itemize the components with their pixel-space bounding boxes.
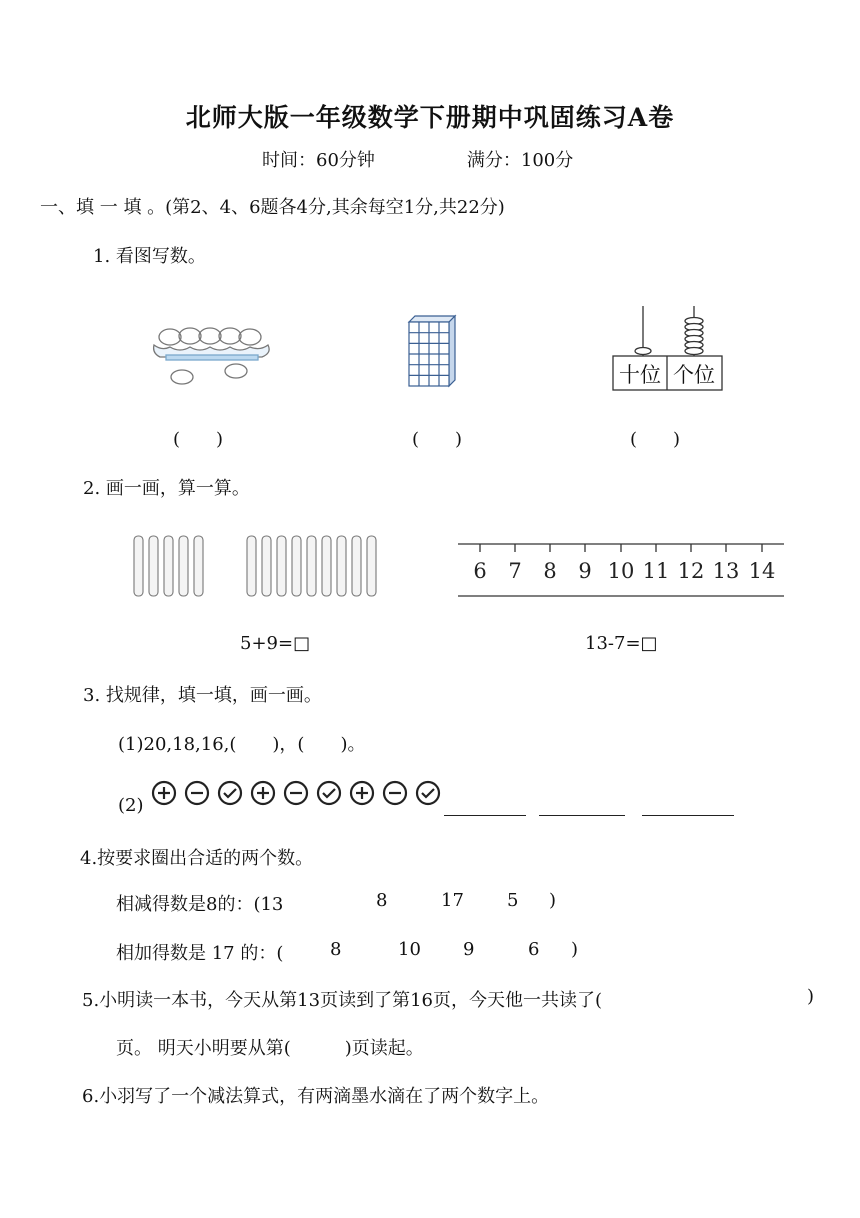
number-choice[interactable]: 10 xyxy=(398,939,421,960)
number-choice[interactable]: 8 xyxy=(330,939,342,960)
answer-blank-blocks[interactable]: ( ) xyxy=(412,429,463,450)
add-prompt: 相加得数是 17 的：( xyxy=(116,943,284,964)
number-line-tick-label: 9 xyxy=(578,559,592,583)
answer-blank-eggs[interactable]: ( ) xyxy=(173,429,224,450)
close-paren: ) xyxy=(571,939,579,960)
question-1-label: 1. 看图写数。 xyxy=(93,246,206,267)
number-choice[interactable]: 5 xyxy=(507,890,519,911)
time-limit: 时间：60分钟 xyxy=(262,150,375,171)
number-line-tick-label: 7 xyxy=(508,559,522,583)
question-6-label: 6.小羽写了一个减法算式，有两滴墨水滴在了两个数字上。 xyxy=(82,1086,550,1107)
question-5-continuation[interactable]: 页。 明天小明要从第( )页读起。 xyxy=(116,1038,424,1059)
number-line-tick-label: 11 xyxy=(642,559,670,583)
number-line-tick-label: 13 xyxy=(712,559,740,583)
subtract-prompt: 相减得数是8的：(13 xyxy=(116,894,284,915)
draw-blank-3[interactable] xyxy=(642,815,734,816)
number-line-tick-label: 10 xyxy=(607,559,635,583)
counting-sticks-five xyxy=(132,534,207,598)
exam-info xyxy=(262,146,573,172)
counting-sticks-nine xyxy=(245,534,380,598)
question-4-label: 4.按要求圈出合适的两个数。 xyxy=(80,848,314,869)
close-paren: ) xyxy=(549,890,557,911)
draw-blank-2[interactable] xyxy=(539,815,625,816)
number-choice[interactable]: 8 xyxy=(376,890,388,911)
page-title: 北师大版一年级数学下册期中巩固练习A卷 xyxy=(185,103,675,132)
draw-blank-1[interactable] xyxy=(444,815,526,816)
number-choice[interactable]: 6 xyxy=(528,939,540,960)
question-5-text: 5.小明读一本书，今天从第13页读到了第16页，今天他一共读了( xyxy=(82,990,603,1011)
symbol-pattern xyxy=(151,780,446,806)
ten-block-grid-picture xyxy=(407,314,457,388)
equation-addition[interactable]: 5+9=□ xyxy=(240,633,311,654)
equation-subtraction[interactable]: 13-7=□ xyxy=(585,633,658,654)
pattern-sequence[interactable]: (1)20,18,16,( )，( )。 xyxy=(118,734,366,755)
question-5-close-paren[interactable]: ) xyxy=(807,986,815,1007)
number-choice[interactable]: 17 xyxy=(441,890,464,911)
answer-blank-abacus[interactable]: ( ) xyxy=(630,429,681,450)
abacus-tens-label: 十位 xyxy=(619,363,661,387)
question-3-label: 3. 找规律，填一填，画一画。 xyxy=(83,685,322,706)
abacus-picture xyxy=(610,304,725,392)
egg-tray-picture xyxy=(150,325,275,387)
number-line xyxy=(456,536,786,600)
number-line-tick-label: 14 xyxy=(748,559,776,583)
pattern-shapes-prefix: (2) xyxy=(118,795,144,816)
full-score: 满分：100分 xyxy=(466,150,574,171)
number-line-tick-label: 12 xyxy=(677,559,705,583)
abacus-ones-label: 个位 xyxy=(673,363,715,387)
question-2-label: 2. 画一画，算一算。 xyxy=(83,478,250,499)
section-heading: 一、填 一 填 。(第2、4、6题各4分,其余每空1分,共22分) xyxy=(40,197,505,218)
number-line-tick-label: 6 xyxy=(473,559,487,583)
number-line-tick-label: 8 xyxy=(543,559,557,583)
number-choice[interactable]: 9 xyxy=(463,939,475,960)
